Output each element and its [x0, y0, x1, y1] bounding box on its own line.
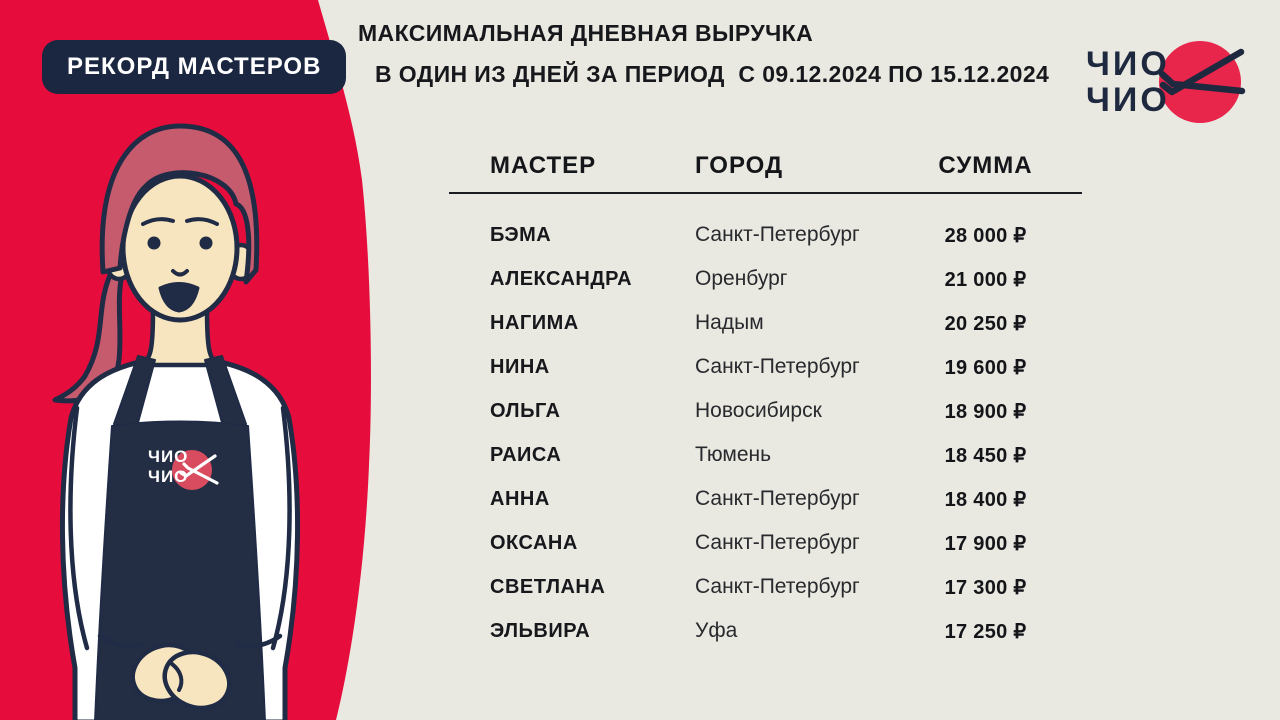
city-cell: Санкт-Петербург	[695, 355, 860, 378]
table-row	[449, 389, 1082, 433]
table-row	[449, 565, 1082, 609]
sum-cell: 21 000 ₽	[944, 268, 1027, 291]
table-row	[449, 477, 1082, 521]
master-cell: БЭМА	[490, 223, 552, 246]
sum-cell: 18 450 ₽	[944, 444, 1027, 467]
sum-cell: 18 900 ₽	[944, 400, 1027, 423]
city-cell: Уфа	[695, 619, 738, 642]
master-cell: ОЛЬГА	[490, 399, 561, 422]
master-cell: РАИСА	[490, 443, 562, 466]
table-row	[449, 521, 1082, 565]
table-row	[449, 301, 1082, 345]
left-panel-illustration	[0, 0, 400, 720]
header-master: МАСТЕР	[490, 152, 597, 179]
mascot-eye-right	[200, 237, 213, 250]
record-badge: РЕКОРД МАСТЕРОВ	[42, 40, 346, 94]
sum-cell: 19 600 ₽	[944, 356, 1027, 379]
title-line-1: МАКСИМАЛЬНАЯ ДНЕВНАЯ ВЫРУЧКА	[358, 20, 814, 46]
sum-cell: 28 000 ₽	[944, 224, 1027, 247]
sum-cell: 20 250 ₽	[944, 312, 1027, 335]
table-row	[449, 257, 1082, 301]
city-cell: Санкт-Петербург	[695, 487, 860, 510]
master-cell: ОКСАНА	[490, 531, 578, 554]
brand-logo-text-2: ЧИО	[1086, 81, 1170, 119]
brand-logo-text-1: ЧИО	[1086, 45, 1170, 83]
table-header	[449, 152, 1082, 180]
mascot-eye-left	[148, 237, 161, 250]
city-cell: Санкт-Петербург	[695, 223, 860, 246]
city-cell: Санкт-Петербург	[695, 575, 860, 598]
table-row	[449, 213, 1082, 257]
city-cell: Тюмень	[695, 443, 772, 466]
master-cell: АННА	[490, 487, 550, 510]
title-line-2: В ОДИН ИЗ ДНЕЙ ЗА ПЕРИОД С 09.12.2024 ПО 15.12.2024	[375, 61, 1050, 87]
city-cell: Новосибирск	[695, 399, 822, 422]
apron-logo-text-1: ЧИО	[148, 447, 189, 466]
city-cell: Санкт-Петербург	[695, 531, 860, 554]
master-cell: АЛЕКСАНДРА	[490, 267, 633, 290]
header-city: ГОРОД	[695, 152, 784, 179]
city-cell: Надым	[695, 311, 764, 334]
sum-cell: 17 300 ₽	[944, 576, 1027, 599]
apron-logo-text-2: ЧИО	[148, 467, 189, 486]
header-sum: СУММА	[938, 152, 1033, 179]
master-cell: НАГИМА	[490, 311, 579, 334]
master-cell: СВЕТЛАНА	[490, 575, 606, 598]
page-title	[358, 20, 1098, 88]
table-row	[449, 609, 1082, 653]
brand-scissors-icon	[1140, 26, 1270, 156]
table-row	[449, 345, 1082, 389]
table-row	[449, 433, 1082, 477]
city-cell: Оренбург	[695, 267, 788, 290]
sum-cell: 18 400 ₽	[944, 488, 1027, 511]
sum-cell: 17 900 ₽	[944, 532, 1027, 555]
master-cell: ЭЛЬВИРА	[490, 619, 591, 642]
leaderboard-table	[449, 152, 1082, 653]
table-body	[449, 213, 1082, 653]
sum-cell: 17 250 ₽	[944, 620, 1027, 643]
master-cell: НИНА	[490, 355, 550, 378]
header-divider	[449, 192, 1082, 194]
